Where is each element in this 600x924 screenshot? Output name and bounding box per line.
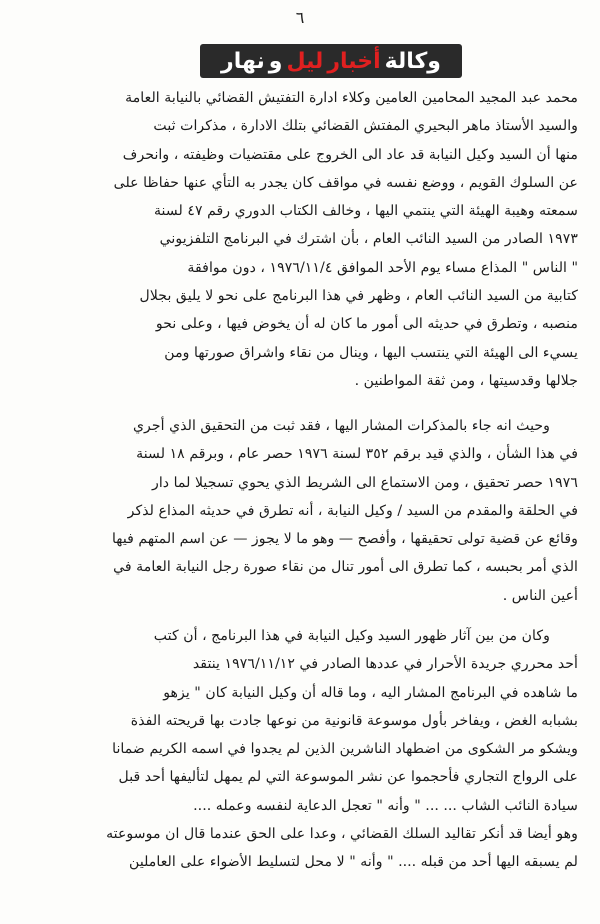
text-line: وحيث انه جاء بالمذكرات المشار اليها ، فقد ثبت من التحقيق الذي أجري — [132, 418, 550, 434]
paragraph-1 — [28, 84, 578, 395]
text-line: ويشكو مر الشكوى من اضطهاد الناشرين الذين لم يجدوا في اسمه الكريم ضمانا — [112, 741, 578, 758]
news-agency-logo — [200, 44, 462, 78]
text-line: ١٩٧٣ الصادر من السيد النائب العام ، بأن اشترك في البرنامج التلفزيوني — [159, 231, 578, 248]
text-line: جلالها وقدسيتها ، ومن ثقة المواطنين . — [354, 372, 578, 389]
text-line: وقائع عن قضية تولى تحقيقها ، وأفصح — وهو ما لا يجوز — عن اسم المتهم فيها — [111, 531, 578, 548]
text-line: سيادة النائب الشاب ... ... " وأنه " تعجل الدعاية لنفسه وعمله .... — [193, 797, 578, 814]
text-line: وكان من بين آثار ظهور السيد وكيل النيابة في هذا البرنامج ، أن كتب — [153, 628, 550, 644]
text-line: ١٩٧٦ حصر تحقيق ، ومن الاستماع الى الشريط الذي يحوي تسجيلا لما دار — [151, 474, 578, 491]
text-line: أحد محرري جريدة الأحرار في عددها الصادر في ١٩٧٦/١١/١٢ ينتقد — [192, 656, 578, 673]
text-line: محمد عبد المجيد المحامين العامين وكلاء ادارة التفتيش القضائي بالنيابة العامة — [125, 90, 578, 106]
text-line: في هذا الشأن ، والذي قيد برقم ٣٥٢ لسنة ١٩٧٦ حصر عام ، وبرقم ١٨ لسنة — [136, 446, 578, 463]
text-line: أعين الناس . — [502, 587, 578, 604]
text-line: منصبه ، وتطرق في حديثه الى أمور ما كان له أن يخوض فيها ، وعلى نحو — [155, 316, 578, 333]
text-line: والسيد الأستاذ ماهر البحيري المفتش القضائي بتلك الادارة ، مذكرات ثبت — [153, 118, 578, 135]
text-line: عن السلوك القويم ، ووضع نفسه في مواقف كان يجدر به التأي عنها حفاظا على — [113, 174, 578, 191]
text-line: وهو أيضا قد أنكر تقاليد السلك القضائي ، وعدا على الحق عندما قال ان موسوعته — [106, 826, 578, 843]
text-line: الذي أمر بحبسه ، كما تطرق الى أمور تنال من نقاء صورة رجل النيابة العامة في — [113, 559, 578, 576]
text-line: سمعته وهيبة الهيئة التي ينتمي اليها ، وخالف الكتاب الدوري رقم ٤٧ لسنة — [153, 203, 578, 220]
logo-word-news: أخبار — [327, 48, 381, 74]
logo-word-night: ليل — [286, 48, 324, 74]
text-line: " الناس " المذاع مساء يوم الأحد الموافق ١٩٧٦/١١/٤ ، دون موافقة — [187, 259, 578, 276]
page-number: ٦ — [295, 8, 305, 27]
paragraph-3 — [28, 622, 578, 877]
text-line: يسيء الى الهيئة التي ينتسب اليها ، وينال من نقاء واشراق صورتها ومن — [164, 344, 578, 361]
text-line: منها أن السيد وكيل النيابة قد عاد الى الخروج على مقتضيات وظيفته ، وانحرف — [122, 146, 578, 163]
text-line: بشبابه الغض ، ويفاخر بأول موسوعة قانونية من نوعها جادت بها قريحته الفذة — [130, 712, 578, 729]
logo-word-agency: وكالة — [384, 48, 441, 74]
text-line: ما شاهده في البرنامج المشار اليه ، وما قاله أن وكيل النيابة كان " يزهو — [163, 684, 578, 701]
text-line: كتابية من السيد النائب العام ، وظهر في هذا البرنامج على نحو لا يليق بجلال — [139, 288, 578, 305]
logo-word-and: و — [268, 48, 283, 74]
text-line: لم يسبقه اليها أحد من قبله .... " وأنه " لا محل لتسليط الأضواء على العاملين — [129, 854, 578, 871]
text-line: على الرواج التجاري فأحجموا عن نشر الموسوعة التي لم يمهل لتأليفها أحد قبل — [118, 769, 578, 786]
logo-word-day: نهار — [221, 48, 265, 74]
text-line: في الحلقة والمقدم من السيد / وكيل النيابة ، أنه تطرق في حديثه المذاع لذكر — [127, 502, 578, 519]
paragraph-2 — [28, 412, 578, 610]
